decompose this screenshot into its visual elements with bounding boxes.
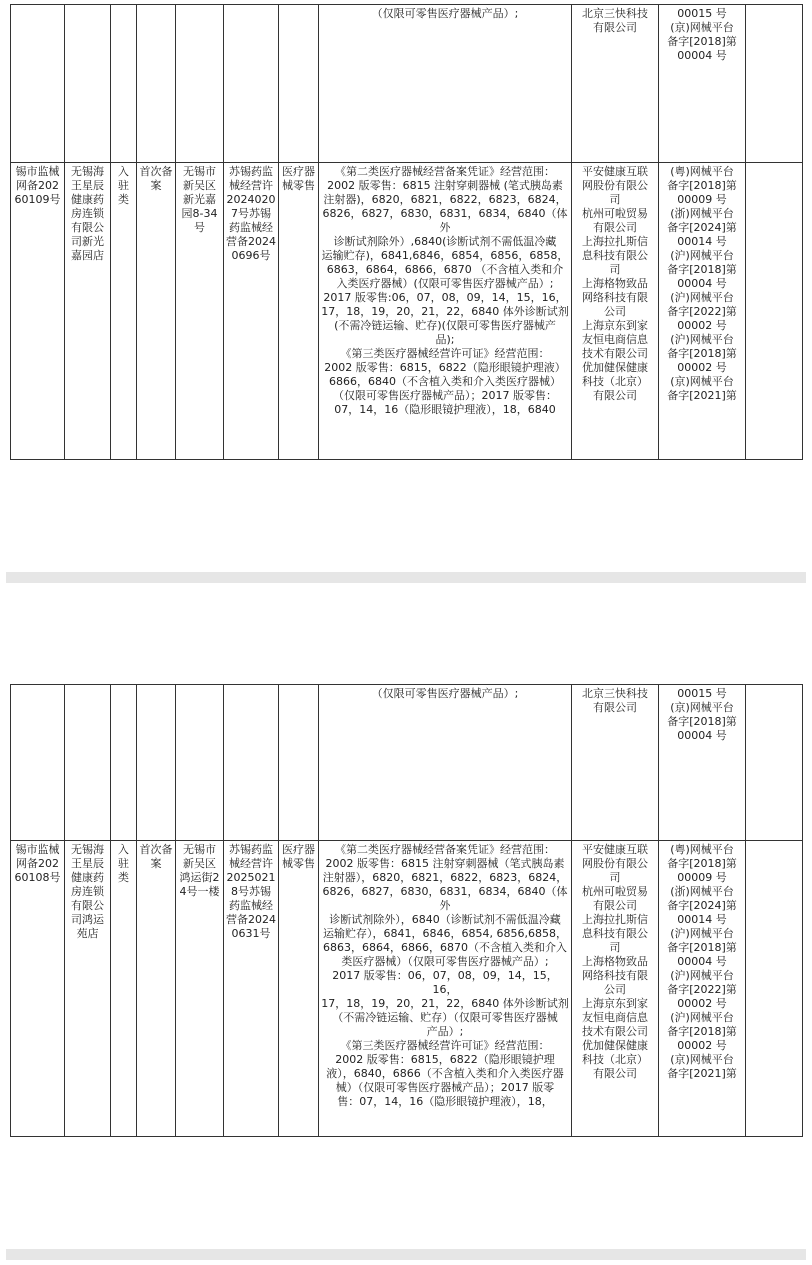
empty-cell [746, 163, 803, 460]
filing-line: 备字[2018]第 [667, 1025, 737, 1038]
scope-line: (不需冷链运输、贮存)(仅限可零售医疗器械产 [334, 319, 556, 332]
platform-line: 友恒电商信息 [582, 333, 648, 346]
empty-cell [746, 5, 803, 163]
filing-line: (京)网械平台 [670, 701, 734, 714]
business-scope-cell [319, 841, 572, 1137]
platform-line: 北京三快科技 [582, 7, 648, 20]
empty-cell [65, 685, 111, 841]
license-number-cell: 苏锡药监械经营许20240207号苏锡药监械经营备20240696号 [224, 163, 279, 460]
filing-line: 备字[2018]第 [667, 857, 737, 870]
scope-line: 6826，6827，6830，6831，6834，6840（体外 [322, 885, 568, 912]
business-mode-cell: 医疗器械零售 [279, 841, 319, 1137]
scope-line: 注射器），6820，6821，6822，6823，6824， [322, 871, 568, 884]
filing-line: 00009 号 [677, 871, 727, 884]
document-page-1 [10, 4, 802, 460]
filing-line: 00009 号 [677, 193, 727, 206]
scope-line: 械）（仅限可零售医疗器械产品）；2017 版零 [335, 1081, 555, 1094]
scope-line: 运输贮存)，6841,6846，6854，6856，6858， [321, 249, 569, 262]
filing-line: (粤)网械平台 [670, 843, 734, 856]
filing-line: 00004 号 [677, 49, 727, 62]
filing-line: 备字[2018]第 [667, 347, 737, 360]
platform-company-cell [572, 163, 659, 460]
platform-line: 友恒电商信息 [582, 1011, 648, 1024]
filing-line: (粤)网械平台 [670, 165, 734, 178]
empty-cell [137, 5, 176, 163]
platform-line: 司 [609, 193, 621, 206]
business-scope-cell [319, 5, 572, 163]
filing-line: (京)网械平台 [670, 1053, 734, 1066]
scope-line: 2002 版零售：6815 注射穿刺器械（笔式胰岛素 [325, 857, 565, 870]
entry-type-cell: 入驻类 [111, 163, 137, 460]
filing-line: 备字[2024]第 [667, 899, 737, 912]
table-row [11, 5, 803, 163]
scope-line: 入类医疗器械）(仅限可零售医疗器械产品）; [336, 277, 554, 290]
company-name-cell: 无锡海王星辰健康药房连锁有限公司新光嘉园店 [65, 163, 111, 460]
empty-cell [224, 5, 279, 163]
platform-line: 上海京东到家 [582, 997, 648, 1010]
empty-cell [746, 841, 803, 1137]
platform-filing-cell [659, 163, 746, 460]
platform-line: 科技（北京） [582, 1053, 648, 1066]
filing-line: 00002 号 [677, 1039, 727, 1052]
scope-line: 《第二类医疗器械经营备案凭证》经营范围： [335, 843, 555, 856]
platform-line: 息科技有限公 [582, 927, 648, 940]
filing-line: 备字[2018]第 [667, 263, 737, 276]
platform-filing-cell [659, 685, 746, 841]
platform-line: 上海京东到家 [582, 319, 648, 332]
scope-line: （仅限可零售医疗器械产品）；2017 版零售： [333, 389, 557, 402]
scope-line: 运输贮存），6841，6846，6854, 6856,6858， [323, 927, 567, 940]
platform-line: 公司 [604, 983, 626, 996]
scope-line: 17，18，19，20，21，22，6840 体外诊断试剂 [321, 997, 569, 1010]
filing-line: (沪)网械平台 [670, 291, 734, 304]
business-scope-cell [319, 685, 572, 841]
filing-line: 备字[2018]第 [667, 941, 737, 954]
platform-line: 有限公司 [593, 389, 637, 402]
filing-line: 00002 号 [677, 319, 727, 332]
filing-line: 00002 号 [677, 997, 727, 1010]
filing-line: 备字[2022]第 [667, 983, 737, 996]
empty-cell [137, 685, 176, 841]
platform-line: 上海格物致品 [582, 955, 648, 968]
scope-line: 17，18，19，20，21，22，6840 体外诊断试剂 [321, 305, 569, 318]
scope-line: 2002 版零售：6815，6822（隐形眼镜护理液） [324, 361, 566, 374]
platform-line: 有限公司 [593, 899, 637, 912]
scope-line: 6863，6864，6866，6870（不含植入类和介入 [323, 941, 567, 954]
scope-line: 产品）; [426, 1025, 464, 1038]
platform-line: 优加健保健康 [582, 361, 648, 374]
platform-company-cell [572, 841, 659, 1137]
platform-line: 网股份有限公 [582, 179, 648, 192]
page-separator [6, 572, 806, 583]
scope-line: 6866，6840（不含植入类和介入类医疗器械） [329, 375, 561, 388]
filing-line: 备字[2018]第 [667, 715, 737, 728]
scope-line: 2017 版零售:06，07，08，09，14，15，16， [323, 291, 567, 304]
filing-line: 00014 号 [677, 913, 727, 926]
table-row [11, 685, 803, 841]
empty-cell [11, 5, 65, 163]
empty-cell [279, 685, 319, 841]
serial-number-cell: 锡市监械网备20260108号 [11, 841, 65, 1137]
platform-line: 上海格物致品 [582, 277, 648, 290]
platform-line: 有限公司 [593, 221, 637, 234]
business-scope-cell [319, 163, 572, 460]
filing-line: 00015 号 [677, 687, 727, 700]
business-mode-cell: 医疗器械零售 [279, 163, 319, 460]
filing-line: (京)网械平台 [670, 21, 734, 34]
filing-line: 00004 号 [677, 955, 727, 968]
page-separator [6, 1249, 806, 1260]
scope-line: 品); [435, 333, 455, 346]
scope-line: 注射器)，6820，6821，6822，6823，6824， [323, 193, 567, 206]
filing-line: 00002 号 [677, 361, 727, 374]
platform-line: 公司 [604, 305, 626, 318]
scope-line: 2002 版零售：6815 注射穿刺器械 (笔式胰岛素 [327, 179, 563, 192]
platform-company-cell [572, 685, 659, 841]
filing-line: (沪)网械平台 [670, 927, 734, 940]
company-name-cell: 无锡海王星辰健康药房连锁有限公司鸿运苑店 [65, 841, 111, 1137]
scope-line: 2002 版零售：6815，6822（隐形眼镜护理 [335, 1053, 555, 1066]
platform-line: 技术有限公司 [582, 347, 648, 360]
entry-type-cell: 入驻类 [111, 841, 137, 1137]
scope-line: 《第三类医疗器械经营许可证》经营范围： [340, 347, 550, 360]
scope-line: （仅限可零售医疗器械产品）; [371, 687, 519, 700]
table-row [11, 163, 803, 460]
filing-line: 备字[2022]第 [667, 305, 737, 318]
address-cell: 无锡市新吴区鸿运街24号一楼 [176, 841, 224, 1137]
scope-line: 液），6840，6866（不含植入类和介入类医疗器 [326, 1067, 564, 1080]
filing-line: (沪)网械平台 [670, 333, 734, 346]
scope-line: 售：07，14，16（隐形眼镜护理液），18， [337, 1095, 553, 1108]
filing-line: (沪)网械平台 [670, 969, 734, 982]
filing-line: 00004 号 [677, 277, 727, 290]
filing-line: 备字[2018]第 [667, 179, 737, 192]
platform-line: 网络科技有限 [582, 291, 648, 304]
platform-line: 北京三快科技 [582, 687, 648, 700]
scope-line: 6863，6864，6866，6870 （不含植入类和介 [326, 263, 564, 276]
platform-line: 科技（北京） [582, 375, 648, 388]
scope-line: 6826，6827，6830，6831，6834，6840（体外 [322, 207, 568, 234]
platform-line: 杭州可啦贸易 [582, 207, 648, 220]
document-page-2 [10, 684, 802, 1137]
filing-line: (浙)网械平台 [670, 885, 734, 898]
platform-line: 上海拉扎斯信 [582, 235, 648, 248]
scope-line: 诊断试剂除外）,6840(诊断试剂不需低温冷藏 [333, 235, 557, 248]
filing-line: 00014 号 [677, 235, 727, 248]
empty-cell [746, 685, 803, 841]
platform-line: 有限公司 [593, 21, 637, 34]
empty-cell [176, 685, 224, 841]
platform-filing-cell [659, 5, 746, 163]
platform-line: 上海拉扎斯信 [582, 913, 648, 926]
platform-line: 杭州可啦贸易 [582, 885, 648, 898]
table-row [11, 841, 803, 1137]
serial-number-cell: 锡市监械网备20260109号 [11, 163, 65, 460]
platform-company-cell [572, 5, 659, 163]
empty-cell [11, 685, 65, 841]
filing-line: (浙)网械平台 [670, 207, 734, 220]
filing-line: (京)网械平台 [670, 375, 734, 388]
filing-line: 00015 号 [677, 7, 727, 20]
platform-line: 网股份有限公 [582, 857, 648, 870]
scope-line: （不需冷链运输、贮存）（仅限可零售医疗器械 [332, 1011, 558, 1024]
filing-line: 备字[2021]第 [667, 389, 737, 402]
scope-line: 类医疗器械）（仅限可零售医疗器械产品）; [341, 955, 549, 968]
empty-cell [176, 5, 224, 163]
filing-line: (沪)网械平台 [670, 1011, 734, 1024]
scope-line: 《第三类医疗器械经营许可证》经营范围： [340, 1039, 550, 1052]
empty-cell [111, 5, 137, 163]
empty-cell [111, 685, 137, 841]
scope-line: 《第二类医疗器械经营备案凭证》经营范围： [335, 165, 555, 178]
platform-line: 司 [609, 941, 621, 954]
empty-cell [65, 5, 111, 163]
license-number-cell: 苏锡药监械经营许20250218号苏锡药监械经营备20240631号 [224, 841, 279, 1137]
empty-cell [279, 5, 319, 163]
platform-line: 息科技有限公 [582, 249, 648, 262]
platform-line: 有限公司 [593, 701, 637, 714]
filing-table [10, 684, 803, 1137]
scope-line: （仅限可零售医疗器械产品）; [371, 7, 519, 20]
platform-line: 技术有限公司 [582, 1025, 648, 1038]
platform-filing-cell [659, 841, 746, 1137]
platform-line: 优加健保健康 [582, 1039, 648, 1052]
platform-line: 平安健康互联 [582, 843, 648, 856]
filing-line: 00004 号 [677, 729, 727, 742]
platform-line: 司 [609, 871, 621, 884]
filing-kind-cell: 首次备案 [137, 163, 176, 460]
scope-line: 2017 版零售：06，07，08，09，14，15，16， [332, 969, 558, 996]
empty-cell [224, 685, 279, 841]
filing-line: 备字[2018]第 [667, 35, 737, 48]
scope-line: 07，14，16（隐形眼镜护理液），18，6840 [334, 403, 556, 416]
platform-line: 有限公司 [593, 1067, 637, 1080]
address-cell: 无锡市新吴区新光嘉园8-34号 [176, 163, 224, 460]
filing-line: 备字[2021]第 [667, 1067, 737, 1080]
filing-table [10, 4, 803, 460]
platform-line: 平安健康互联 [582, 165, 648, 178]
filing-line: (沪)网械平台 [670, 249, 734, 262]
platform-line: 网络科技有限 [582, 969, 648, 982]
platform-line: 司 [609, 263, 621, 276]
filing-line: 备字[2024]第 [667, 221, 737, 234]
scope-line: 诊断试剂除外），6840（诊断试剂不需低温冷藏 [329, 913, 561, 926]
filing-kind-cell: 首次备案 [137, 841, 176, 1137]
